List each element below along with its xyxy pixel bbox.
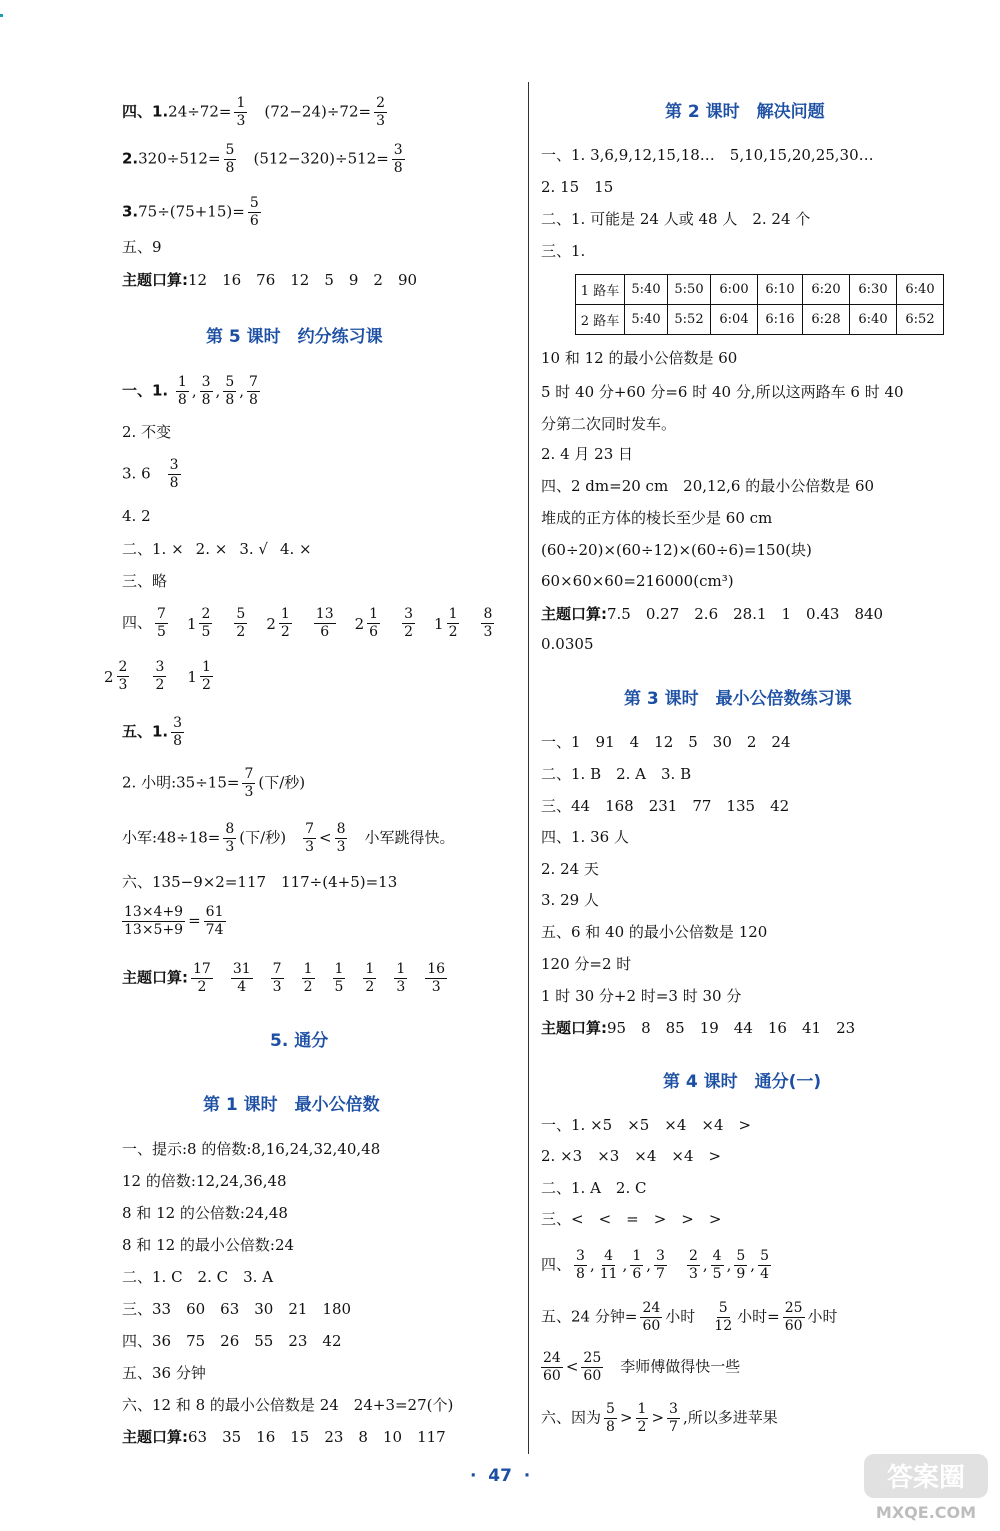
fraction: $\frac{25}{60}$ xyxy=(784,1300,803,1334)
fraction: $\frac{8}{3}$ xyxy=(225,821,235,855)
judgement-item: 4. × xyxy=(279,540,312,558)
right-p2: 2. ×3 ×3 ×4 ×4 > xyxy=(541,1147,722,1165)
judgement-item: 1. × xyxy=(152,540,184,558)
heading-lesson-3: 第 3 课时 最小公倍数练习课 xyxy=(624,689,852,709)
fraction-list xyxy=(104,659,216,693)
fraction: $\frac{5}{2}$ xyxy=(236,606,246,640)
fraction: $\frac{5}{6}$ xyxy=(249,195,259,229)
fraction: $\frac{25}{60}$ xyxy=(583,1350,602,1384)
heading-section-5: 5. 通分 xyxy=(270,1031,329,1051)
fraction: $\frac{24}{60}$ xyxy=(543,1350,561,1384)
fraction: $\frac{5}{8}$ xyxy=(225,142,235,176)
judgement-item: 3. √ xyxy=(239,540,268,558)
left-line-1: 四、1.24÷72= $\frac{1}{3}$ (72−24)÷72= $\frac{2}{3}$ xyxy=(122,95,385,129)
fraction: $\frac{1}{2}$ xyxy=(201,659,211,693)
right-r4: 三、1. xyxy=(541,242,586,260)
left-s14: 主题口算: $\frac{17}{2}$ $\frac{31}{4}$ $\frac{7}{3}$ $\frac{1}{2}$ $\frac{1}{5}$ $\frac{1}{2}$ $\frac{1}{3}$ $\frac{16}{3}$ xyxy=(122,962,450,995)
watermark-logo-text: 答案圈 xyxy=(886,1463,966,1493)
time-cell: 6:52 xyxy=(897,305,944,335)
right-r11: (60÷20)×(60÷12)×(60÷6)=150(块) xyxy=(541,541,812,559)
time-cell: 6:16 xyxy=(758,305,803,335)
left-line-3: 3.75÷(75+15)= $\frac{5}{6}$ xyxy=(122,195,259,229)
time-cell: 5:40 xyxy=(625,305,668,335)
fraction: $\frac{13}{6}$ xyxy=(315,606,334,640)
fraction: $\frac{5}{9}$ xyxy=(736,1248,746,1282)
time-cell: 6:28 xyxy=(803,305,850,335)
time-cell: 5:52 xyxy=(668,305,711,335)
left-s4: 4. 2 xyxy=(122,507,151,525)
mixed-number: 1 $\frac{2}{5}$ xyxy=(186,606,211,640)
left-t4: 8 和 12 的最小公倍数:24 xyxy=(122,1236,295,1254)
fraction: $\frac{1}{2}$ xyxy=(448,606,458,640)
left-t1: 一、提示:8 的倍数:8,16,24,32,40,48 xyxy=(122,1140,381,1158)
fraction: $\frac{16}{3}$ xyxy=(427,961,446,995)
right-q3: 三、44 168 231 77 135 42 xyxy=(541,797,790,815)
fraction: $\frac{3}{2}$ xyxy=(155,659,165,693)
left-line-5: 主题口算:12 16 76 12 5 9 2 90 xyxy=(122,271,418,289)
fraction: $\frac{1}{6}$ xyxy=(369,606,379,640)
bus-schedule-table xyxy=(575,274,944,335)
fraction: $\frac{24}{60}$ xyxy=(642,1300,661,1334)
time-cell: 6:20 xyxy=(803,275,850,305)
fraction: $\frac{1}{2}$ xyxy=(303,961,313,995)
fraction: $\frac{61}{74}$ xyxy=(205,904,224,938)
table-row xyxy=(576,305,944,335)
fraction: $\frac{1}{6}$ xyxy=(632,1248,642,1282)
fraction: $\frac{1}{2}$ xyxy=(637,1401,647,1435)
fraction xyxy=(150,660,169,693)
column-divider xyxy=(528,82,529,1454)
left-t2: 12 的倍数:12,24,36,48 xyxy=(122,1172,287,1190)
fraction xyxy=(311,607,339,640)
fraction: $\frac{7}{3}$ xyxy=(305,821,314,855)
right-r1: 一、1. 3,6,9,12,15,18… 5,10,15,20,25,30… xyxy=(541,146,874,164)
right-q7: 五、6 和 40 的最小公倍数是 120 xyxy=(541,923,768,941)
fraction: $\frac{7}{5}$ xyxy=(157,606,166,640)
heading-lesson-1: 第 1 课时 最小公倍数 xyxy=(203,1095,380,1115)
fraction: $\frac{4}{5}$ xyxy=(712,1248,722,1282)
row-header-cell: 2 路车 xyxy=(576,305,625,335)
time-cell: 6:40 xyxy=(850,305,897,335)
left-t5: 二、1. C 2. C 3. A xyxy=(122,1268,274,1286)
fraction: $\frac{1}{2}$ xyxy=(365,961,375,995)
right-q4: 四、1. 36 人 xyxy=(541,828,629,846)
right-r5: 10 和 12 的最小公倍数是 60 xyxy=(541,349,738,367)
time-cell: 5:40 xyxy=(625,275,668,305)
mixed-number: 1 $\frac{1}{2}$ xyxy=(187,659,211,693)
fraction: $\frac{1}{5}$ xyxy=(334,961,344,995)
page-number: · 47 · xyxy=(470,1466,531,1486)
left-s6: 三、略 xyxy=(122,572,168,590)
row-header-cell: 1 路车 xyxy=(576,275,625,305)
left-s2: 2. 不变 xyxy=(122,423,172,441)
fraction: $\frac{31}{4}$ xyxy=(232,961,251,995)
left-s5: 二、1. × 2. × 3. √ 4. × xyxy=(122,540,312,558)
fraction: $\frac{1}{2}$ xyxy=(280,606,290,640)
right-q2: 二、1. B 2. A 3. B xyxy=(541,765,692,783)
right-p7: $\frac{24}{60}$ < $\frac{25}{60}$ 李师傅做得快一些 xyxy=(543,1350,741,1384)
fraction: $\frac{3}{2}$ xyxy=(404,606,414,640)
mixed-number: 2 $\frac{1}{2}$ xyxy=(266,606,290,640)
time-cell: 6:30 xyxy=(850,275,897,305)
right-r13: 主题口算:7.5 0.27 2.6 28.1 1 0.43 840 xyxy=(541,605,884,623)
right-r7: 分第二次同时发车。 xyxy=(541,415,677,433)
right-q9: 1 时 30 分+2 时=3 时 30 分 xyxy=(541,987,742,1005)
fraction: $\frac{3}{8}$ xyxy=(173,715,183,749)
fraction: $\frac{4}{11}$ xyxy=(599,1248,618,1282)
fraction: $\frac{8}{3}$ xyxy=(336,821,346,855)
fraction: $\frac{2}{3}$ xyxy=(118,659,128,693)
time-cell: 6:10 xyxy=(758,275,803,305)
fraction: $\frac{1}{3}$ xyxy=(236,95,246,129)
left-s13: $\frac{13\times 4+9}{13\times 5+9}$ = $\frac{61}{74}$ xyxy=(124,904,224,938)
right-q1: 一、1 91 4 12 5 30 2 24 xyxy=(541,733,791,751)
heading-lesson-2: 第 2 课时 解决问题 xyxy=(665,102,825,122)
left-s1: 一、1. $\frac{1}{8}$ , $\frac{3}{8}$ , $\frac{5}{8}$ , $\frac{7}{8}$ xyxy=(122,375,263,408)
fraction xyxy=(231,607,250,640)
fraction: $\frac{5}{8}$ xyxy=(225,374,235,408)
left-s7: 四、 $\frac{7}{5}$ 1 $\frac{2}{5}$ $\frac{5}{2}$ 2 $\frac{1}{2}$ $\frac{13}{6}$ 2 $\frac{1}{6}$ $\frac{3}{2}$ 1 $\frac{1}{2}$ $\frac{8}{3}$ xyxy=(122,607,497,640)
fraction xyxy=(152,607,171,640)
right-p3: 二、1. A 2. C xyxy=(541,1179,647,1197)
left-line-2: 2.320÷512= $\frac{5}{8}$ (512−320)÷512= $\frac{3}{8}$ xyxy=(122,142,403,176)
left-t9: 六、12 和 8 的最小公倍数是 24 24+3=27(个) xyxy=(122,1396,454,1414)
fraction: $\frac{1}{3}$ xyxy=(396,961,406,995)
fraction: $\frac{5}{8}$ xyxy=(606,1401,615,1435)
edge-mark xyxy=(0,14,3,17)
time-cell: 6:00 xyxy=(711,275,758,305)
fraction xyxy=(399,607,418,640)
left-s9: 五、1. $\frac{3}{8}$ xyxy=(122,715,183,749)
heading-lesson-4: 第 4 课时 通分(一) xyxy=(663,1072,822,1092)
fraction: $\frac{13\times 4+9}{13\times 5+9}$ xyxy=(124,904,184,938)
fraction: $\frac{7}{3}$ xyxy=(272,961,282,995)
right-q10: 主题口算:95 8 85 19 44 16 41 23 xyxy=(541,1019,856,1037)
right-r3: 二、1. 可能是 24 人或 48 人 2. 24 个 xyxy=(541,210,811,228)
fraction: $\frac{3}{8}$ xyxy=(169,457,179,491)
left-t6: 三、33 60 63 30 21 180 xyxy=(122,1300,352,1318)
right-q6: 3. 29 人 xyxy=(541,891,599,909)
mixed-number: 2 $\frac{2}{3}$ xyxy=(104,659,128,693)
fraction: $\frac{17}{2}$ xyxy=(193,961,211,995)
fraction: $\frac{3}{7}$ xyxy=(669,1401,678,1435)
table-row xyxy=(576,275,944,305)
left-t7: 四、36 75 26 55 23 42 xyxy=(122,1332,342,1350)
fraction xyxy=(478,607,497,640)
fraction: $\frac{3}{7}$ xyxy=(656,1248,665,1282)
watermark-logo xyxy=(862,1452,990,1524)
left-s3: 3. 6 $\frac{3}{8}$ xyxy=(122,457,179,491)
right-r10: 堆成的正方体的棱长至少是 60 cm xyxy=(541,509,773,527)
fraction: $\frac{7}{3}$ xyxy=(244,766,254,800)
left-line-4: 五、9 xyxy=(122,238,162,256)
fraction: $\frac{5}{12}$ xyxy=(714,1300,733,1334)
left-s11: 小军:48÷18= $\frac{8}{3}$ (下/秒) $\frac{7}{3}$ < $\frac{8}{3}$ 小军跳得快。 xyxy=(122,821,455,855)
right-r9: 四、2 dm=20 cm 20,12,6 的最小公倍数是 60 xyxy=(541,477,875,495)
fraction: $\frac{5}{4}$ xyxy=(760,1248,769,1282)
fraction: $\frac{2}{3}$ xyxy=(688,1248,698,1282)
right-p1: 一、1. ×5 ×5 ×4 ×4 > xyxy=(541,1116,752,1134)
fraction: $\frac{2}{5}$ xyxy=(201,606,211,640)
left-s10: 2. 小明:35÷15= $\frac{7}{3}$ (下/秒) xyxy=(122,766,306,800)
fraction-list: $\frac{3}{8}$ , $\frac{4}{11}$ , $\frac{1}{6}$ , $\frac{3}{7}$ $\frac{2}{3}$ , $\frac{4}{5}$ , $\frac{5}{9}$ , $\frac{5}{4}$ xyxy=(576,1248,769,1282)
time-cell: 6:04 xyxy=(711,305,758,335)
time-cell: 6:40 xyxy=(897,275,944,305)
left-s12: 六、135−9×2=117 117÷(4+5)=13 xyxy=(122,873,398,891)
heading-lesson-5: 第 5 课时 约分练习课 xyxy=(206,327,383,347)
right-r14: 0.0305 xyxy=(541,635,594,653)
watermark-url: MXQE.COM xyxy=(875,1503,977,1522)
right-r2: 2. 15 15 xyxy=(541,178,614,196)
right-r6: 5 时 40 分+60 分=6 时 40 分,所以这两路车 6 时 40 xyxy=(541,383,904,401)
judgement-list xyxy=(152,540,312,558)
right-r8: 2. 4 月 23 日 xyxy=(541,445,634,463)
right-r12: 60×60×60=216000(cm³) xyxy=(541,572,734,590)
fraction: $\frac{8}{3}$ xyxy=(483,606,493,640)
judgement-item: 2. × xyxy=(195,540,228,558)
fraction: $\frac{3}{8}$ xyxy=(393,142,403,176)
left-t3: 8 和 12 的公倍数:24,48 xyxy=(122,1204,288,1222)
left-s8 xyxy=(104,660,216,693)
left-t8: 五、36 分钟 xyxy=(122,1364,206,1382)
right-p4: 三、< < = > > > xyxy=(541,1210,722,1228)
right-p5: 四、 $\frac{3}{8}$ , $\frac{4}{11}$ , $\frac{1}{6}$ , $\frac{3}{7}$ $\frac{2}{3}$ , $\frac{4}{5}$ , $\frac{5}{9}$ , $\frac{5}{4}$ xyxy=(541,1249,774,1282)
right-p6: 五、24 分钟= $\frac{24}{60}$ 小时 $\frac{5}{12}$ 小时= $\frac{25}{60}$ 小时 xyxy=(541,1300,838,1334)
mixed-number: 2 $\frac{1}{6}$ xyxy=(354,606,379,640)
fraction: $\frac{2}{3}$ xyxy=(376,95,385,129)
fraction: $\frac{7}{8}$ xyxy=(249,374,258,408)
right-q8: 120 分=2 时 xyxy=(541,955,632,973)
mixed-number: 1 $\frac{1}{2}$ xyxy=(434,606,458,640)
left-t10: 主题口算:63 35 16 15 23 8 10 117 xyxy=(122,1428,446,1446)
fraction: $\frac{3}{8}$ xyxy=(201,374,211,408)
right-p8: 六、因为 $\frac{5}{8}$ > $\frac{1}{2}$ > $\frac{3}{7}$ ,所以多进苹果 xyxy=(541,1401,778,1435)
fraction-list: $\frac{1}{8}$ , $\frac{3}{8}$ , $\frac{5}{8}$ , $\frac{7}{8}$ xyxy=(177,374,258,408)
fraction: $\frac{1}{8}$ xyxy=(177,374,187,408)
fraction: $\frac{3}{8}$ xyxy=(576,1248,585,1282)
right-q5: 2. 24 天 xyxy=(541,860,599,878)
time-cell: 5:50 xyxy=(668,275,711,305)
